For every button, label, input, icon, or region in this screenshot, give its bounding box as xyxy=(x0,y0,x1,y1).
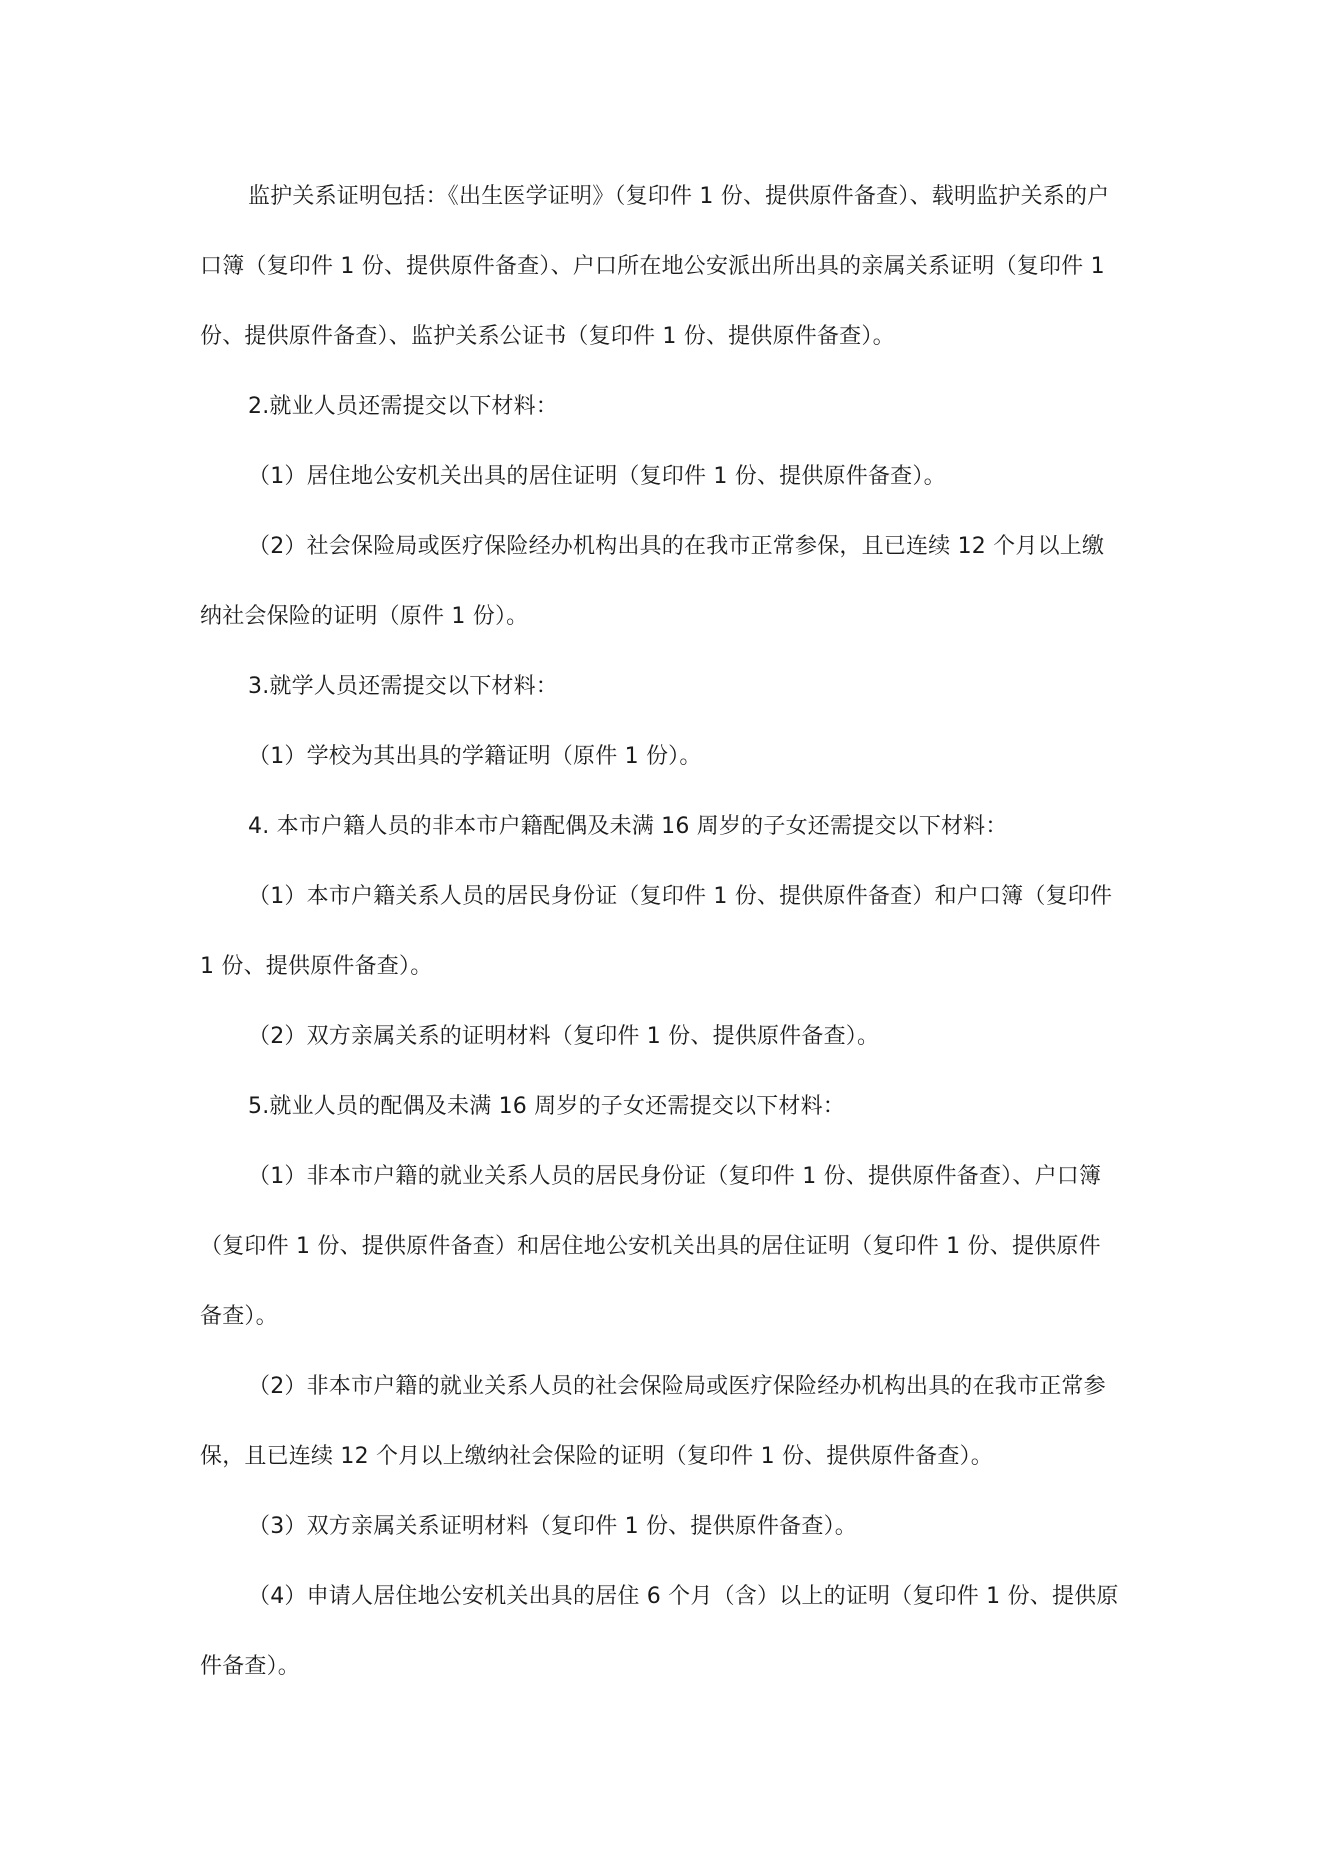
paragraph-section-3-item-1: （1）学校为其出具的学籍证明（原件 1 份）。 xyxy=(248,744,702,769)
document-body xyxy=(200,162,1120,1702)
paragraph-section-5-item-1: （1）非本市户籍的就业关系人员的居民身份证（复印件 1 份、提供原件备查）、户口簿（复印件 1 份、提供原件备查）和居住地公安机关出具的居住证明（复印件 1 份、提供原件备查）。 xyxy=(200,1164,1102,1329)
paragraph-section-5-item-2: （2）非本市户籍的就业关系人员的社会保险局或医疗保险经办机构出具的在我市正常参保，且已连续 12 个月以上缴纳社会保险的证明（复印件 1 份、提供原件备查）。 xyxy=(200,1374,1106,1469)
paragraph-section-4-item-2: （2）双方亲属关系的证明材料（复印件 1 份、提供原件备查）。 xyxy=(248,1024,880,1049)
paragraph-section-3-heading: 3.就学人员还需提交以下材料： xyxy=(248,674,558,699)
paragraph-section-5-item-4: （4）申请人居住地公安机关出具的居住 6 个月（含）以上的证明（复印件 1 份、提供原件备查）。 xyxy=(200,1584,1119,1679)
paragraph-section-2-item-1: （1）居住地公安机关出具的居住证明（复印件 1 份、提供原件备查）。 xyxy=(248,464,946,489)
paragraph-section-4-item-1: （1）本市户籍关系人员的居民身份证（复印件 1 份、提供原件备查）和户口簿（复印件 1 份、提供原件备查）。 xyxy=(200,884,1113,979)
paragraph-guardianship-proof: 监护关系证明包括：《出生医学证明》（复印件 1 份、提供原件备查）、载明监护关系的户口簿（复印件 1 份、提供原件备查）、户口所在地公安派出所出具的亲属关系证明（复印件 1 份、提供原件备查）、监护关系公证书（复印件 1 份、提供原件备查）。 xyxy=(200,184,1110,349)
paragraph-section-2-heading: 2.就业人员还需提交以下材料： xyxy=(248,394,558,419)
paragraph-section-2-item-2: （2）社会保险局或医疗保险经办机构出具的在我市正常参保，且已连续 12 个月以上缴纳社会保险的证明（原件 1 份）。 xyxy=(200,534,1105,629)
paragraph-section-5-item-3: （3）双方亲属关系证明材料（复印件 1 份、提供原件备查）。 xyxy=(248,1514,857,1539)
paragraph-section-5-heading: 5.就业人员的配偶及未满 16 周岁的子女还需提交以下材料： xyxy=(248,1094,845,1119)
paragraph-section-4-heading: 4. 本市户籍人员的非本市户籍配偶及未满 16 周岁的子女还需提交以下材料： xyxy=(248,814,1008,839)
